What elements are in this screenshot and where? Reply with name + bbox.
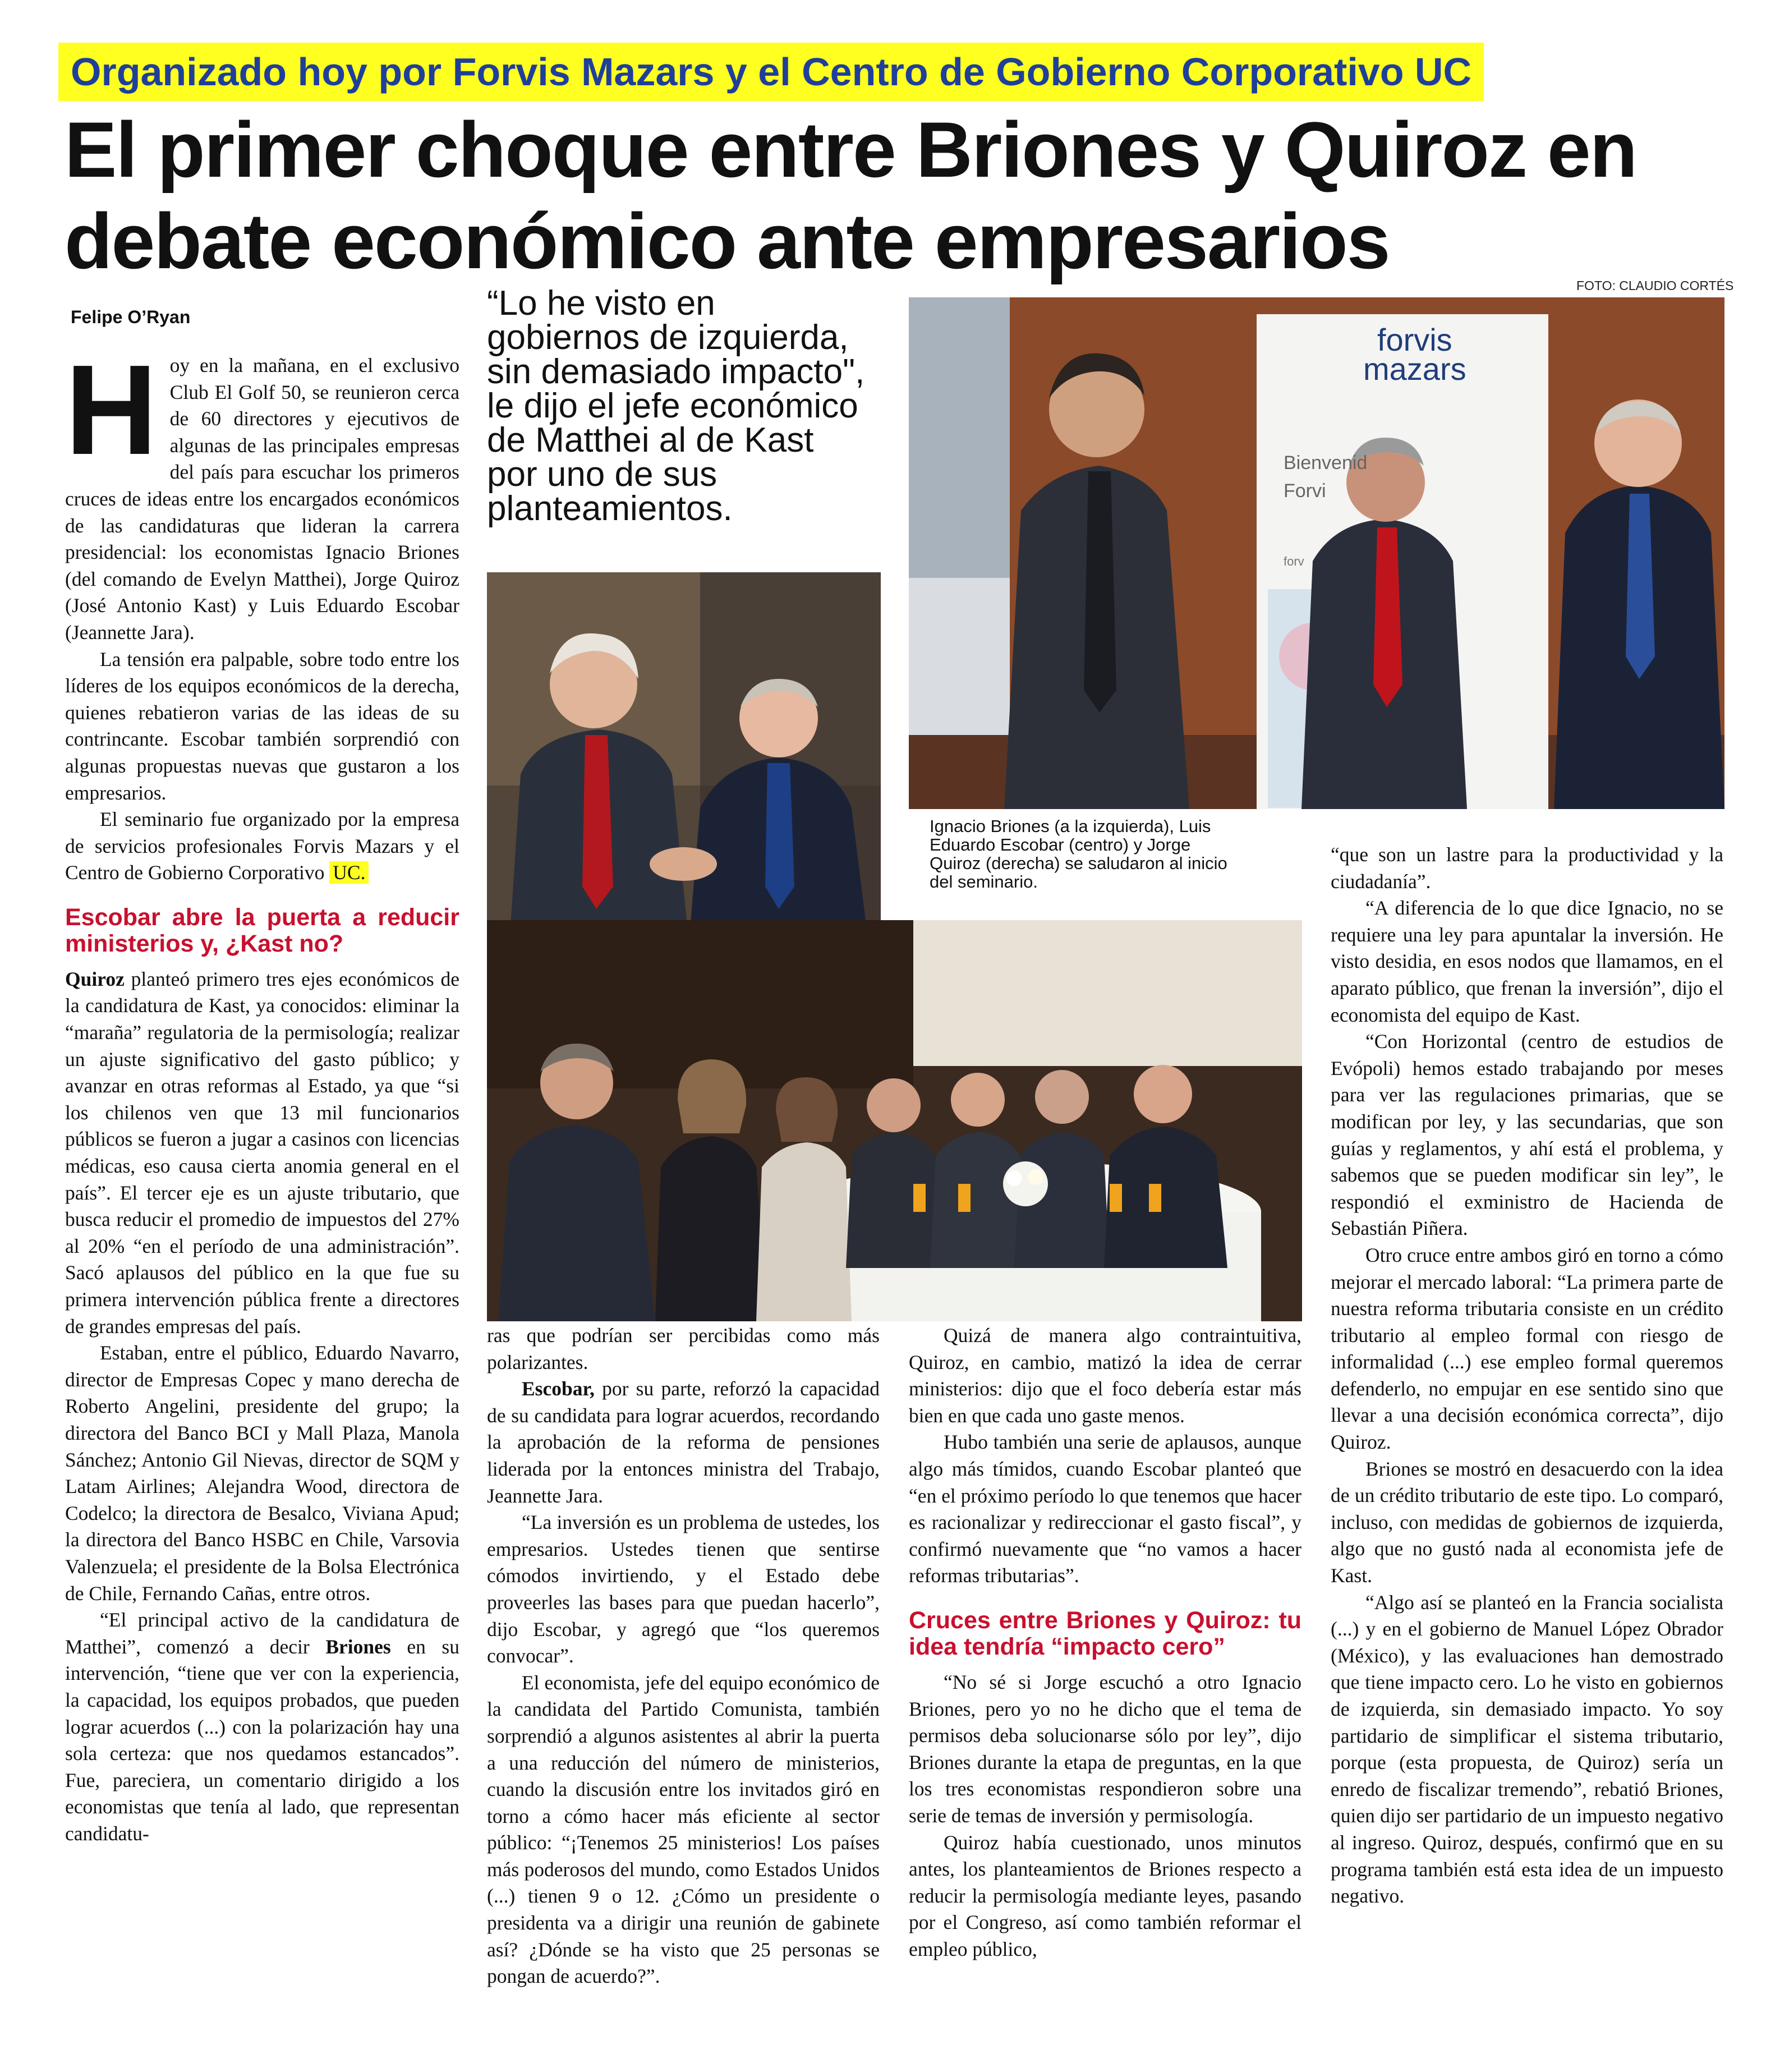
photo-three-men-illustration <box>909 297 1724 809</box>
paragraph <box>65 966 459 1340</box>
column-3 <box>909 1322 1301 1963</box>
paragraph: Quiroz había cuestionado, unos minutos antes, los planteamientos de Briones respecto a reducir la permisología mediante leyes, pasando por el Congreso, así como también reformar el empleo público, <box>909 1831 1301 1960</box>
logo-line-1: forvis <box>1377 322 1452 357</box>
paragraph-text: por su parte, reforzó la capacidad de su candidata para lograr acuerdos, recordando la aprobación de la reforma de pensiones liderada por la entonces ministra del Trabajo, Jeannette Jara. <box>487 1377 880 1507</box>
paragraph-text: “El principal activo de la candidatura de Matthei”, comenzó a decir <box>65 1609 459 1658</box>
column-1 <box>65 339 459 1847</box>
paragraph: Estaban, entre el público, Eduardo Navarro, director de Empresas Copec y mano derecha de Roberto Angelini, presidente del grupo; la directora del Banco BCI y Mall Plaza, Manola Sánchez; Antonio Gil Nievas, director de SQM y Latam Airlines; Alejandra Wood, directora de Codelco; la directora de Besalco, Viviana Apud; la directora del Banco HSBC en Chile, Varsovia Valenzuela; el presidente de la Bolsa Electrónica de Chile, Fernando Cañas, entre otros. <box>65 1341 459 1605</box>
paragraph: Otro cruce entre ambos giró en torno a cómo mejorar el mercado laboral: “La primera parte de nuestra reforma tributaria consiste en un crédito tributario al empleo formal con riesgo de informalidad (...) ese empleo formal queremos defenderlo, no empujar en ese sentido sino que llevar a una decisión económica correcta”, dijo Quiroz. <box>1331 1243 1723 1454</box>
paragraph: Briones se mostró en desacuerdo con la idea de un crédito tributario de este tipo. Lo comparó, incluso, con medidas de gobiernos de izquierda, algo que no gustó nada al economista jefe de Kast. <box>1331 1457 1723 1587</box>
paragraph: “Con Horizontal (centro de estudios de Evópoli) hemos estado trabajando por meses para ver las regulaciones primarias, que se modifican por ley, y las secundarias, que son guías y reglamentos, y ahí está el problema, y sabemos que se pueden modificar sin ley”, le respondió el exministro de Hacienda de Sebastián Piñera. <box>1331 1030 1723 1240</box>
kicker-text: Organizado hoy por Forvis Mazars y el Centro de Gobierno Corporativo UC <box>71 50 1472 94</box>
bold-name: Quiroz <box>65 967 125 990</box>
pull-quote: “Lo he visto en gobiernos de izquierda, sin demasiado impacto", le dijo el jefe económico de Matthei al de Kast por uno de sus planteamientos. <box>487 284 865 528</box>
paragraph: Hubo también una serie de aplausos, aunque algo más tímidos, cuando Escobar planteó que “en el próximo período lo que tenemos que hacer es racionalizar y redireccionar el gasto fiscal”, y confirmó nuevamente que “no vamos a hacer reformas tributarias”. <box>909 1431 1301 1587</box>
banner-line-1: Bienvenid <box>1284 452 1368 474</box>
paragraph <box>65 1607 459 1847</box>
paragraph-text: El seminario fue organizado por la empresa de servicios profesionales Forvis Mazars y el Centro de Gobierno Corporativo <box>65 808 459 884</box>
paragraph <box>487 1376 880 1509</box>
column-2 <box>487 1322 880 1990</box>
photo-table-group <box>487 920 1302 1321</box>
paragraph: “La inversión es un problema de ustedes, los empresarios. Ustedes tienen que sentirse cómodos invirtiendo, y el Estado debe proveerles las bases para que puedan hacerlo”, dijo Escobar, y agregó que “los queremos convocar”. <box>487 1511 880 1667</box>
drop-cap: H <box>65 339 158 481</box>
paragraph-text: planteó primero tres ejes económicos de la candidatura de Kast, ya conocidos: eliminar la “maraña” regulatoria de la permisología; realizar un ajuste significativo del gasto público; y avanzar en otras reformas al Estado, ya que “si los chilenos ven que 13 mil funcionarios públicos se fueron a jugar a casinos con licencias médicas, eso causa cierta anomia general en el país”. El tercer eje es un ajuste tributario, que busca reducir el promedio de impuestos del 27% al 20% “en el período de una administración”. Sacó aplausos del público en la que fue su primera intervención pública frente a directores de grandes empresas del país. <box>65 967 459 1338</box>
paragraph: “No sé si Jorge escuchó a otro Ignacio Briones, pero yo no he dicho que el tema de permisos deba solucionarse sólo por ley”, dijo Briones durante la etapa de preguntas, en la que los tres economistas respondieron sobre una serie de temas de inversión y permisología. <box>909 1670 1301 1827</box>
paragraph: “que son un lastre para la productividad y la ciudadanía”. <box>1331 843 1723 893</box>
paragraph: “A diferencia de lo que dice Ignacio, no se requiere una ley para apuntalar la inversión. He visto desidia, en esos nodos que llamamos, en el aparato público, que frenan la inversión”, dijo el economista del equipo de Kast. <box>1331 897 1723 1026</box>
photo-table-group-illustration <box>487 920 1302 1321</box>
subhead-escobar: Escobar abre la puerta a reducir ministerios y, ¿Kast no? <box>65 903 459 957</box>
photo-three-men <box>909 297 1724 809</box>
paragraph: El economista, jefe del equipo económico de la candidata del Partido Comunista, también sorprendió a algunos asistentes al abrir la puerta a una reducción del número de ministerios, cuando la discusión entre los invitados giró en torno a cómo hacer más eficiente al sector público: “¡Tenemos 25 ministerios! Los países más poderosos del mundo, como Estados Unidos (...) tienen 9 o 12. ¿Cómo un presidente o presidenta va a dirigir una reunión de gabinete así? ¿Dónde se ha visto que 25 personas se pongan de acuerdo?”. <box>487 1671 880 1988</box>
banner-small-text: forv <box>1284 554 1304 568</box>
byline: Felipe O’Ryan <box>71 307 191 327</box>
photo-handshake-illustration <box>487 572 881 943</box>
kicker <box>58 43 1484 101</box>
photo-credit: FOTO: CLAUDIO CORTÉS <box>1576 278 1734 293</box>
bold-name: Briones <box>325 1635 391 1658</box>
headline: El primer choque entre Briones y Quiroz en debate económico ante empresarios <box>65 105 1637 285</box>
banner-line-2: Forvi <box>1284 480 1326 502</box>
paragraph: La tensión era palpable, sobre todo entre los líderes de los equipos económicos de la derecha, quienes rebatieron varias de las ideas de su contrincante. Escobar también sorprendió con algunas propuestas nuevas que gustaron a los empresarios. <box>65 647 459 804</box>
paragraph: ras que podrían ser percibidas como más polarizantes. <box>487 1324 880 1373</box>
forvis-mazars-logo <box>1363 322 1466 387</box>
paragraph: Quizá de manera algo contraintuitiva, Quiroz, en cambio, matizó la idea de cerrar ministerios: dijo que el foco debería estar más bien en que cada uno gaste menos. <box>909 1324 1301 1427</box>
banner-text <box>1284 449 1367 505</box>
paragraph-text: en su intervención, “tiene que ver con la experiencia, la capacidad, los equipos probados, que pueden lograr acuerdos (...) con la polarización hay una sola certeza: que nos quedamos estancados”. Fue, pareciera, un comentario dirigido a los economistas que tenía al lado, que representan candidatu- <box>65 1635 459 1845</box>
highlight-uc: UC. <box>329 861 369 884</box>
paragraph <box>65 806 459 886</box>
subhead-cruces: Cruces entre Briones y Quiroz: tu idea tendría “impacto cero” <box>909 1606 1301 1660</box>
photo-handshake <box>487 572 881 943</box>
logo-line-2: mazars <box>1363 351 1466 387</box>
photo-caption: Ignacio Briones (a la izquierda), Luis Eduardo Escobar (centro) y Jorge Quiroz (derecha) se saludaron al inicio del seminario. <box>930 816 1227 892</box>
bold-name: Escobar, <box>522 1377 595 1400</box>
lead-paragraph: oy en la mañana, en el exclusivo Club El Golf 50, se reunieron cerca de 60 directores y ejecutivos de algunas de las principales empresas del país para escuchar los primeros cruces de ideas entre los encargados económicos de las candidaturas que lideran la carrera presidencial: los economistas Ignacio Briones (del comando de Evelyn Matthei), Jorge Quiroz (José Antonio Kast) y Luis Eduardo Escobar (Jeannette Jara). <box>65 354 459 644</box>
paragraph: “Algo así se planteó en la Francia socialista (...) y en el gobierno de Manuel López Obrador (México), y las evaluaciones han demostrado que tiene impacto cero. Lo he visto en gobiernos de izquierda, sin demasiado impacto. Yo soy partidario de simplificar el sistema tributario, porque (esta propuesta, de Quiroz) sería un enredo de fiscalizar tremendo”, rebatió Briones, quien dijo ser partidario de un impuesto negativo al ingreso. Quiroz, después, confirmó que en su programa también está esta idea de un impuesto negativo. <box>1331 1591 1723 1908</box>
column-4 <box>1331 842 1723 1910</box>
